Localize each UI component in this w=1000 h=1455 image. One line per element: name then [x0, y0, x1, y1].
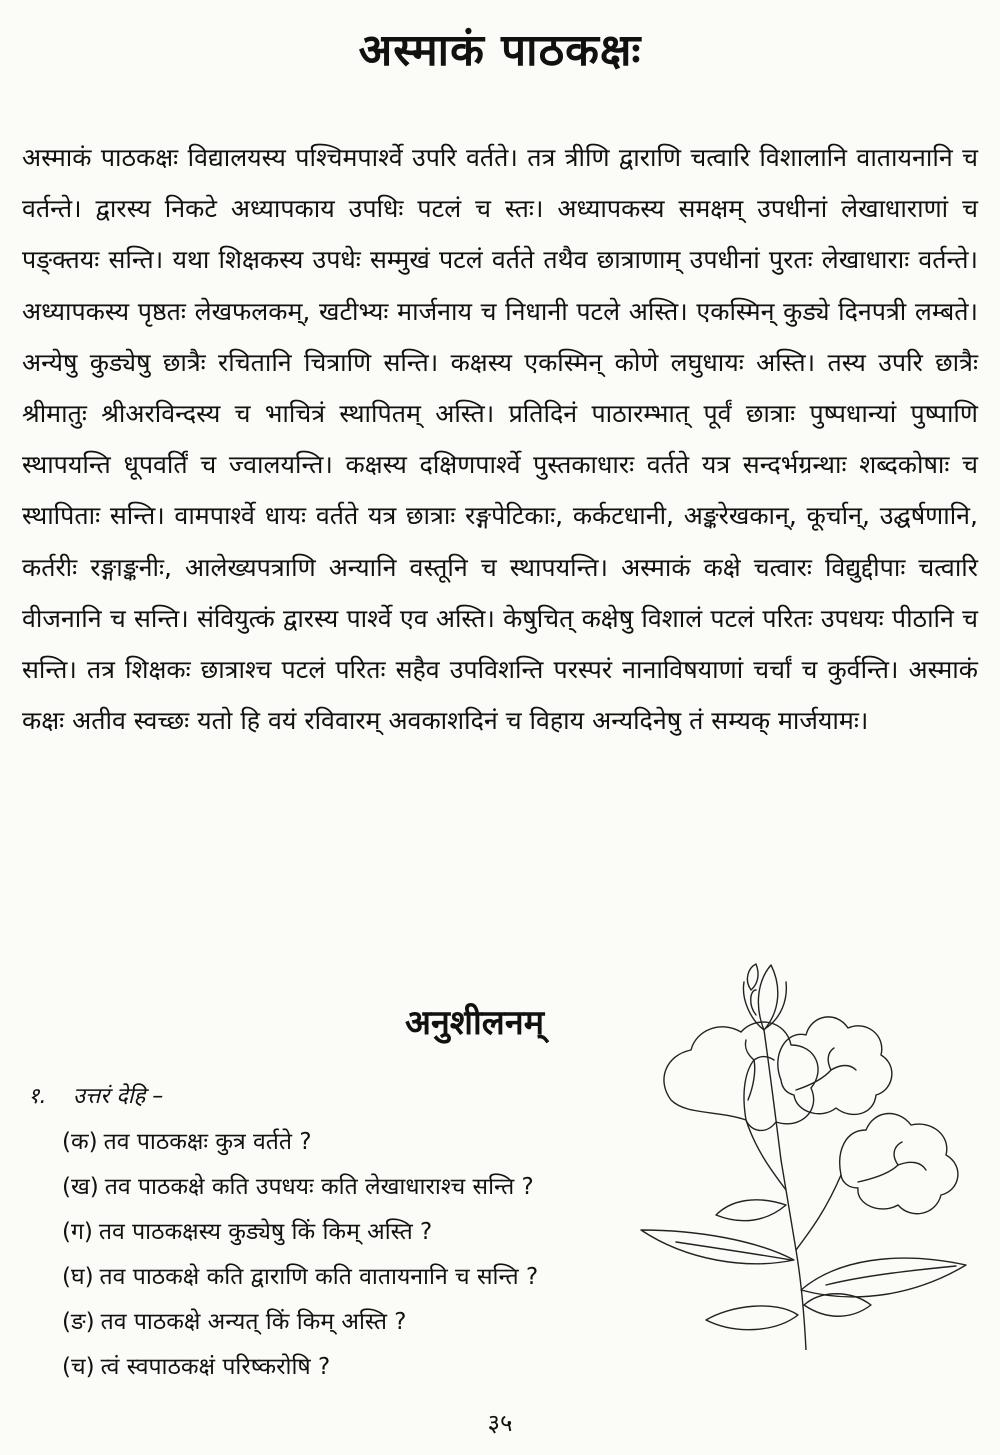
- question-item: [62, 1345, 538, 1390]
- question-instruction: उत्तरं देहि –: [73, 1084, 164, 1109]
- question-item: [62, 1120, 538, 1165]
- question-item: [62, 1255, 538, 1300]
- question-item: [62, 1165, 538, 1210]
- question-text: तव पाठकक्षे कति द्वाराणि कति वातायनानि च सन्ति ?: [99, 1264, 539, 1290]
- lesson-passage: अस्माकं पाठकक्षः विद्यालयस्य पश्चिमपार्श्वे उपरि वर्तते। तत्र त्रीणि द्वाराणि चत्वारि विशालानि वातायनानि च वर्तन्ते। द्वारस्य निकटे अध्यापकाय उपधिः पटलं च स्तः। अध्यापकस्य समक्षम् उपधीनां लेखाधाराणां च पङ्क्तयः सन्ति। यथा शिक्षकस्य उपधेः सम्मुखं पटलं वर्तते तथैव छात्राणाम् उपधीनां पुरतः लेखाधाराः वर्तन्ते। अध्यापकस्य पृष्ठतः लेखफलकम्, खटीभ्यः मार्जनाय च निधानी पटले अस्ति। एकस्मिन् कुड्ये दिनपत्री लम्बते। अन्येषु कुड्येषु छात्रैः रचितानि चित्राणि सन्ति। कक्षस्य एकस्मिन् कोणे लघुधायः अस्ति। तस्य उपरि छात्रैः श्रीमातुः श्रीअरविन्दस्य च भाचित्रं स्थापितम् अस्ति। प्रतिदिनं पाठारम्भात् पूर्वं छात्राः पुष्पधान्यां पुष्पाणि स्थापयन्ति धूपवर्तिं च ज्वालयन्ति। कक्षस्य दक्षिणपार्श्वे पुस्तकाधारः वर्तते यत्र सन्दर्भग्रन्थाः शब्दकोषाः च स्थापिताः सन्ति। वामपार्श्वे धायः वर्तते यत्र छात्राः रङ्गपेटिकाः, कर्कटधानी, अङ्करेखकान्, कूर्चान्, उद्घर्षणानि, कर्तरीः रङ्गाङ्कनीः, आलेख्यपत्राणि अन्यानि वस्तूनि च स्थापयन्ति। अस्माकं कक्षे चत्वारः विद्युद्दीपाः चत्वारि वीजनानि च सन्ति। संवियुत्कं द्वारस्य पार्श्वे एव अस्ति। केषुचित् कक्षेषु विशालं पटलं परितः उपधयः पीठानि च सन्ति। तत्र शिक्षकः छात्राश्च पटलं परितः सहैव उपविशन्ति परस्परं नानाविषयाणां चर्चां च कुर्वन्ति। अस्माकं कक्षः अतीव स्वच्छः यतो हि वयं रविवारम् अवकाशदिनं च विहाय अन्यदिनेषु तं सम्यक् मार्जयामः।: [22, 143, 978, 736]
- flower-illustration-icon: [636, 960, 981, 1350]
- question-number: १.: [28, 1084, 47, 1109]
- question-list: [62, 1120, 538, 1390]
- question-label: (घ): [62, 1264, 94, 1290]
- exercise-heading: अनुशीलनम्: [405, 1003, 545, 1043]
- question-label: (क): [62, 1129, 98, 1155]
- question-text: त्वं स्वपाठकक्षं परिष्करोषि ?: [100, 1354, 331, 1380]
- page-title: अस्माकं पाठकक्षः: [358, 25, 642, 76]
- question-text: तव पाठकक्षस्य कुड्येषु किं किम् अस्ति ?: [98, 1219, 433, 1245]
- question-text: तव पाठकक्षः कुत्र वर्तते ?: [103, 1129, 312, 1155]
- question-label: (ग): [62, 1219, 93, 1245]
- question-set-heading: [28, 1080, 163, 1110]
- question-label: (च): [62, 1354, 95, 1380]
- question-text: तव पाठकक्षे अन्यत् किं किम् अस्ति ?: [100, 1309, 407, 1335]
- question-text: तव पाठकक्षे कति उपधयः कति लेखाधाराश्च सन्ति ?: [104, 1174, 534, 1200]
- question-item: [62, 1300, 538, 1345]
- question-label: (ङ): [62, 1309, 95, 1335]
- question-label: (ख): [62, 1174, 99, 1200]
- page-number: ३५: [487, 1409, 513, 1437]
- question-item: [62, 1210, 538, 1255]
